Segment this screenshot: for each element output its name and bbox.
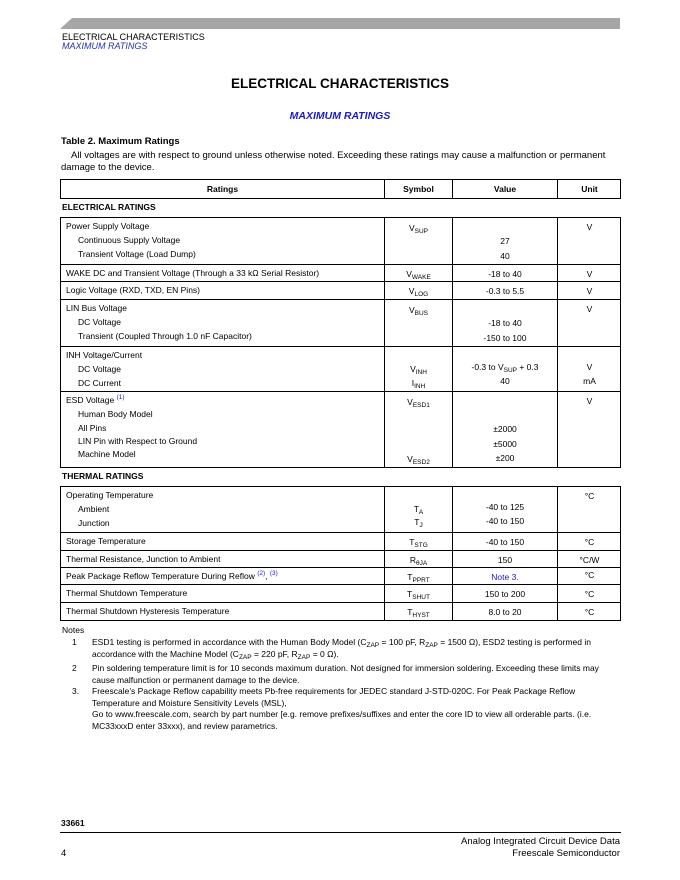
- table-row: Operating Temperature Ambient Junction $T_A$ $T_J$ -40 to 125 -40 to 150 °C: [60, 486, 621, 533]
- table-row: Peak Package Reflow Temperature During Reflow $^{(2)}$, $^{(3)}$ $T_{PPRT}$ Note 3. °C: [60, 567, 621, 585]
- section-thermal: THERMAL RATINGS: [62, 471, 144, 481]
- page-subtitle: MAXIMUM RATINGS: [289, 110, 391, 122]
- col-unit: Unit: [581, 184, 598, 194]
- col-ratings: Ratings: [206, 184, 239, 194]
- footer-doc-title: Analog Integrated Circuit Device Data: [461, 836, 620, 847]
- table-row: Storage Temperature $T_{STG}$ -40 to 150 °C: [60, 532, 621, 551]
- table-caption: Table 2. Maximum Ratings: [61, 136, 180, 147]
- table-row: Thermal Shutdown Hysteresis Temperature $T_{HYST}$ 8.0 to 20 °C: [60, 602, 621, 621]
- part-number: 33661: [61, 818, 85, 828]
- page-number: 4: [61, 848, 67, 859]
- table-row: Thermal Shutdown Temperature $T_{SHUT}$ 150 to 200 °C: [60, 584, 621, 603]
- col-symbol: Symbol: [403, 184, 434, 194]
- header-bar: [60, 18, 620, 29]
- note-3-link[interactable]: Note 3.: [491, 572, 519, 582]
- notes-label: Notes: [62, 625, 85, 635]
- table-row: LIN Bus Voltage DC Voltage Transient (Coupled Through 1.0 nF Capacitor) $V_{BUS}$ -18 to 40 -150 to 100 V: [60, 299, 621, 347]
- table-row: ESD Voltage $^{(1)}$ Human Body Model All Pins LIN Pin with Respect to Ground Machine Model $V_{ESD1}$ $V_{ESD2}$ ±2000 ±5000 ±200 V: [60, 391, 621, 468]
- section-electrical: ELECTRICAL RATINGS: [62, 202, 156, 212]
- running-header-section: ELECTRICAL CHARACTERISTICS: [62, 32, 205, 42]
- running-header-subsection: MAXIMUM RATINGS: [62, 41, 148, 51]
- table-header-row: [60, 179, 621, 199]
- intro-text: All voltages are with respect to ground unless otherwise noted. Exceeding these ratings may cause a malfunction or permanent damage to the device.: [61, 150, 606, 173]
- table-row: INH Voltage/Current DC Voltage DC Current $V_{INH}$ $I_{INH}$ -0.3 to $V_{SUP} + 0.3$ 40 V mA: [60, 346, 621, 392]
- footer-company: Freescale Semiconductor: [512, 848, 620, 859]
- table-row: Logic Voltage (RXD, TXD, EN Pins) $V_{LOG}$ -0.3 to 5.5 V: [60, 281, 621, 300]
- table-row: WAKE DC and Transient Voltage (Through a 33 kΩ Serial Resistor) $V_{WAKE}$ -18 to 40 V: [60, 264, 621, 282]
- table-row: Thermal Resistance, Junction to Ambient $R_{\theta JA}$ 150 °C/W: [60, 550, 621, 568]
- page-title: ELECTRICAL CHARACTERISTICS: [230, 76, 449, 91]
- table-row: Power Supply Voltage Continuous Supply Voltage Transient Voltage (Load Dump) $V_{SUP}$ 27 40 V: [60, 217, 621, 265]
- footer-rule: [60, 832, 621, 833]
- col-value: Value: [493, 184, 517, 194]
